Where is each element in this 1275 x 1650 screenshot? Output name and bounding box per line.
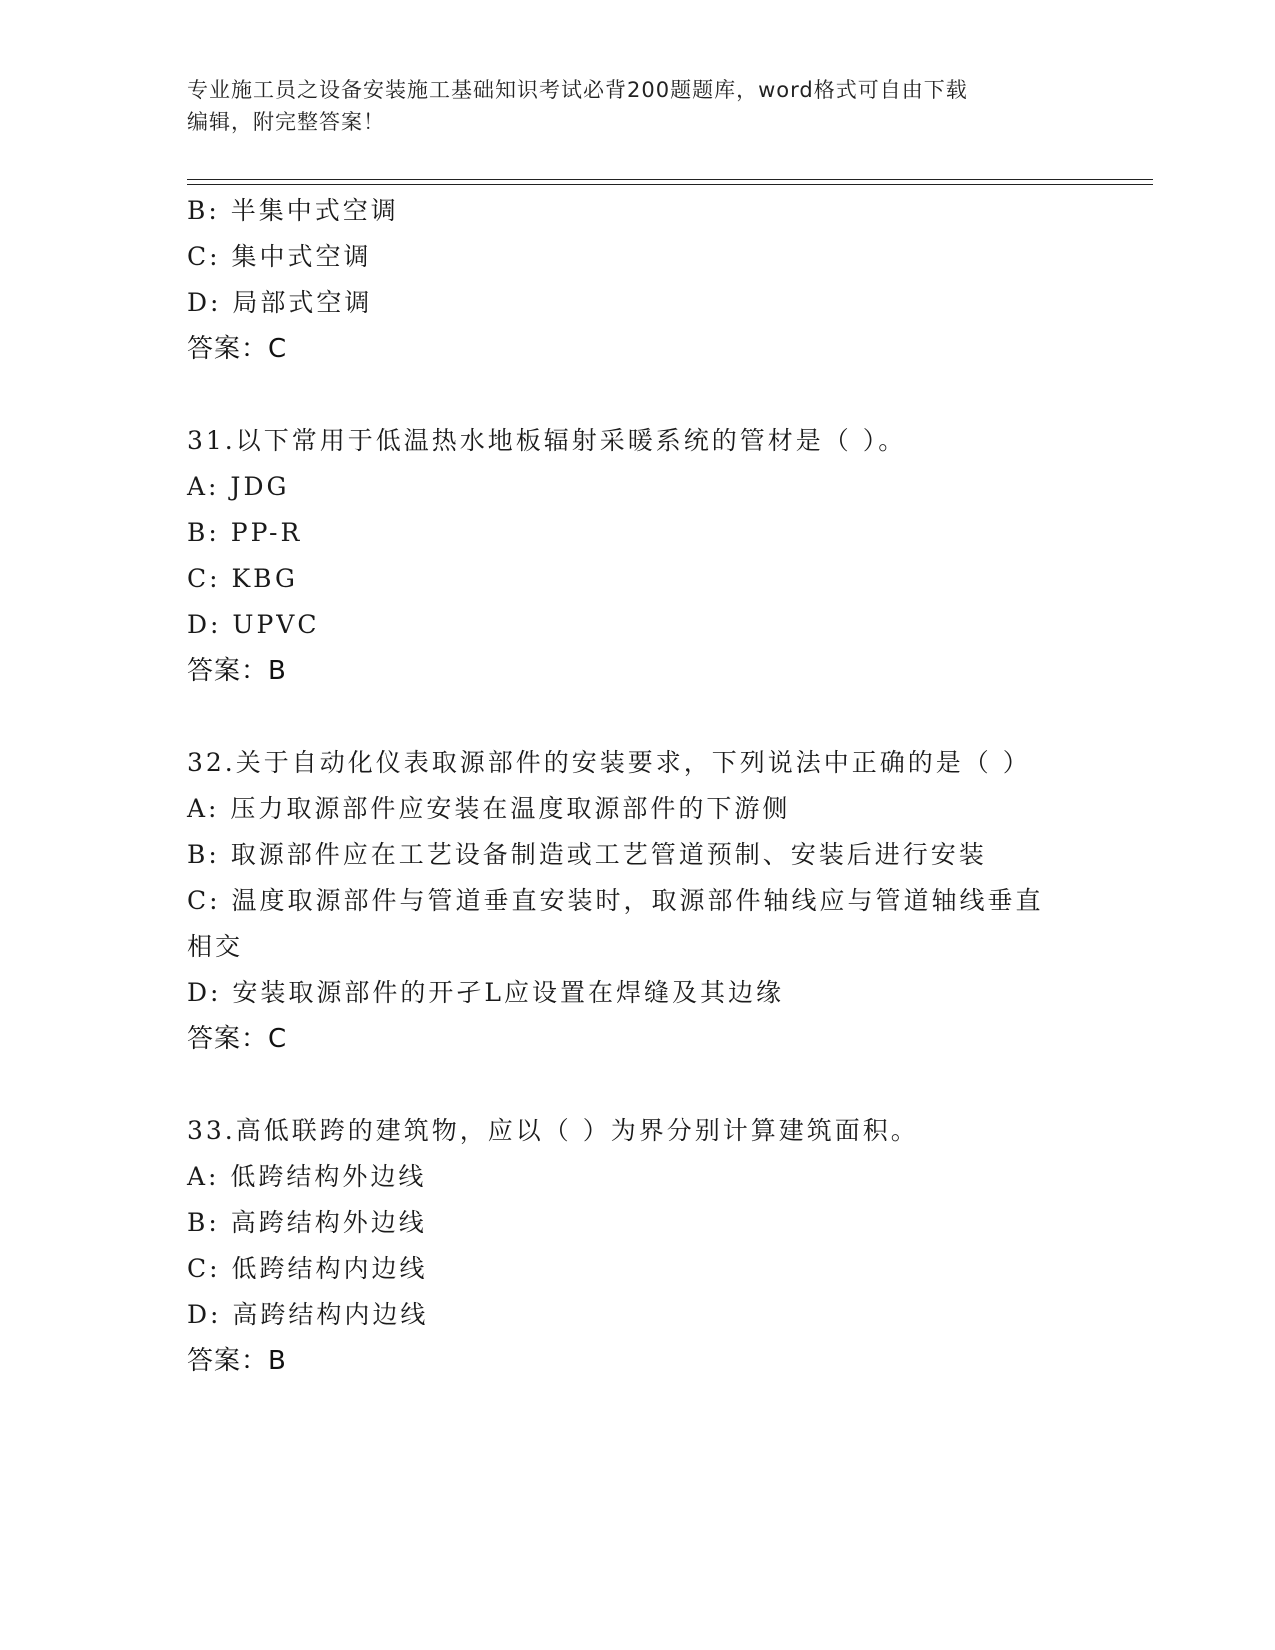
spacer (187, 1062, 1087, 1108)
option-c-continued: 相交 (187, 932, 244, 961)
answer-line: 答案：B (187, 656, 287, 686)
header-divider-top (187, 179, 1153, 180)
option-b: B: 半集中式空调 (187, 196, 399, 225)
option-c: C: 温度取源部件与管道垂直安装时，取源部件轴线应与管道轴线垂直 (187, 886, 1044, 915)
option-a: A: JDG (187, 472, 290, 501)
spacer (187, 694, 1087, 740)
option-c: C: 集中式空调 (187, 242, 372, 271)
question-block-30 (187, 188, 1087, 372)
option-a: A: 低跨结构外边线 (187, 1162, 427, 1191)
question-list (187, 188, 1087, 1384)
option-b: B: PP-R (187, 518, 303, 547)
question-stem: 32.关于自动化仪表取源部件的安装要求，下列说法中正确的是（ ） (187, 748, 1031, 777)
option-d: D: 局部式空调 (187, 288, 373, 317)
option-b: B: 取源部件应在工艺设备制造或工艺管道预制、安装后进行安装 (187, 840, 987, 869)
answer-line: 答案：C (187, 1024, 288, 1054)
question-block-31 (187, 418, 1087, 694)
header-line-2: 编辑，附完整答案！ (187, 110, 385, 134)
question-block-33 (187, 1108, 1087, 1384)
option-c: C: 低跨结构内边线 (187, 1254, 428, 1283)
answer-line: 答案：C (187, 334, 288, 364)
option-a: A: 压力取源部件应安装在温度取源部件的下游侧 (187, 794, 791, 823)
document-header (187, 74, 1067, 138)
answer-line: 答案：B (187, 1346, 287, 1376)
question-stem: 31.以下常用于低温热水地板辐射采暖系统的管材是（ ）。 (187, 426, 907, 455)
option-b: B: 高跨结构外边线 (187, 1208, 427, 1237)
option-c: C: KBG (187, 564, 298, 593)
header-divider-bottom (187, 184, 1153, 185)
question-block-32 (187, 740, 1087, 1062)
spacer (187, 372, 1087, 418)
option-d: D: UPVC (187, 610, 320, 639)
option-d: D: 安装取源部件的开孑L应设置在焊缝及其边缘 (187, 978, 785, 1007)
question-stem: 33.高低联跨的建筑物，应以（ ）为界分别计算建筑面积。 (187, 1116, 919, 1145)
option-d: D: 高跨结构内边线 (187, 1300, 429, 1329)
header-line-1: 专业施工员之设备安装施工基础知识考试必背200题题库，word格式可自由下载 (187, 78, 968, 102)
